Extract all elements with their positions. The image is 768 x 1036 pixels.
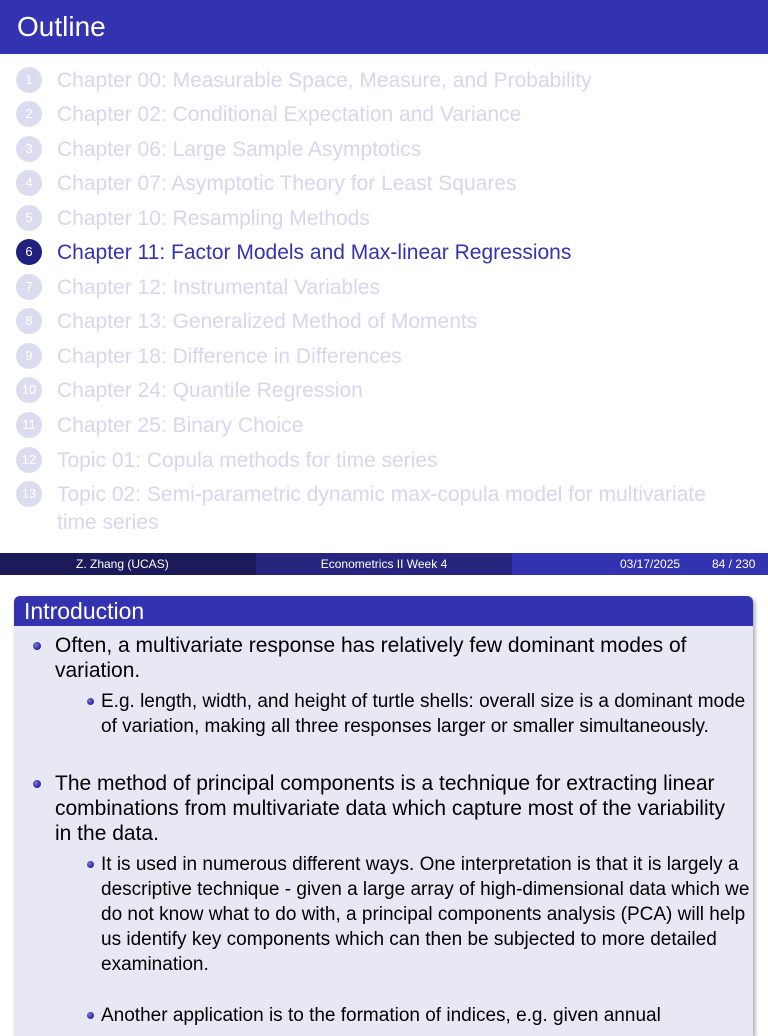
toc-number-badge: 7 — [16, 274, 42, 300]
toc-number-badge: 9 — [16, 343, 42, 369]
toc-item-label: Chapter 24: Quantile Regression — [57, 379, 363, 402]
toc-number-badge: 5 — [16, 205, 42, 231]
toc-number-badge: 12 — [16, 447, 42, 473]
sub-bullet-item — [101, 852, 751, 977]
toc-item-label: Chapter 11: Factor Models and Max-linear Regressions — [57, 241, 572, 264]
toc-item-label: Chapter 06: Large Sample Asymptotics — [57, 138, 422, 161]
toc-item-label: Chapter 10: Resampling Methods — [57, 207, 370, 230]
bullet-text: The method of principal components is a technique for extracting linear combinations from multivariate data which capture most of the variability in the data. — [55, 772, 725, 845]
footer-page-number: 84 / 230 — [712, 557, 756, 571]
bullet-text: Often, a multivariate response has relatively few dominant modes of variation. — [55, 634, 687, 682]
bullet-text: E.g. length, width, and height of turtle shells: overall size is a dominant mode of variation, making all three responses larger or smaller simultaneously. — [101, 691, 746, 737]
bullet-icon — [87, 861, 94, 868]
bullet-icon — [33, 642, 41, 650]
sub-bullet-item — [101, 689, 751, 739]
footer-date: 03/17/2025 — [620, 557, 681, 571]
footer-author: Z. Zhang (UCAS) — [76, 557, 169, 571]
bullet-item — [55, 771, 745, 846]
footer-title-segment — [256, 553, 512, 575]
footer-author-segment — [0, 553, 256, 575]
bullet-text: Another application is to the formation of indices, e.g. given annual — [101, 1005, 661, 1026]
sub-bullet-item — [101, 1003, 751, 1028]
bullet-text: It is used in numerous different ways. One interpretation is that it is largely a descriptive technique - given a large array of high-dimensional data which we do not know what to do with, a principal components analysis (PCA) will help us identify key components which can then be subjected to more detailed examination. — [101, 854, 750, 975]
slide-footer — [0, 553, 768, 575]
bullet-item — [55, 633, 745, 683]
bullet-icon — [87, 698, 94, 705]
bullet-icon — [87, 1012, 94, 1019]
block-title-bar — [14, 596, 753, 626]
toc-item-label: Topic 01: Copula methods for time series — [57, 449, 438, 472]
toc-item-label: Chapter 02: Conditional Expectation and Variance — [57, 103, 522, 126]
toc-item-label: Chapter 25: Binary Choice — [57, 414, 304, 437]
slide-gap — [0, 576, 768, 596]
toc-number-badge: 3 — [16, 136, 42, 162]
toc-number-badge: 2 — [16, 101, 42, 127]
toc-number-badge: 6 — [16, 239, 42, 265]
toc-number-badge: 8 — [16, 308, 42, 334]
toc-item-label: Topic 02: Semi-parametric dynamic max-copula model for multivariate time series — [57, 483, 706, 534]
toc-number-badge: 10 — [16, 377, 42, 403]
toc-number-badge: 11 — [16, 412, 42, 438]
slide-title-bar — [0, 0, 768, 54]
bullet-icon — [33, 780, 41, 788]
toc-item-label: Chapter 12: Instrumental Variables — [57, 276, 380, 299]
block-title: Introduction — [24, 598, 145, 624]
toc-item-label: Chapter 18: Difference in Differences — [57, 345, 402, 368]
toc-number-badge: 13 — [16, 481, 42, 507]
toc-number-badge: 1 — [16, 67, 42, 93]
toc-item-label: Chapter 07: Asymptotic Theory for Least Squares — [57, 172, 517, 195]
footer-course: Econometrics II Week 4 — [320, 557, 448, 571]
toc-number-badge: 4 — [16, 170, 42, 196]
toc-item-label: Chapter 13: Generalized Method of Moments — [57, 310, 478, 333]
footer-date-segment — [512, 553, 768, 575]
toc-item-label: Chapter 00: Measurable Space, Measure, and Probability — [57, 69, 592, 92]
slide-title: Outline — [17, 11, 106, 42]
